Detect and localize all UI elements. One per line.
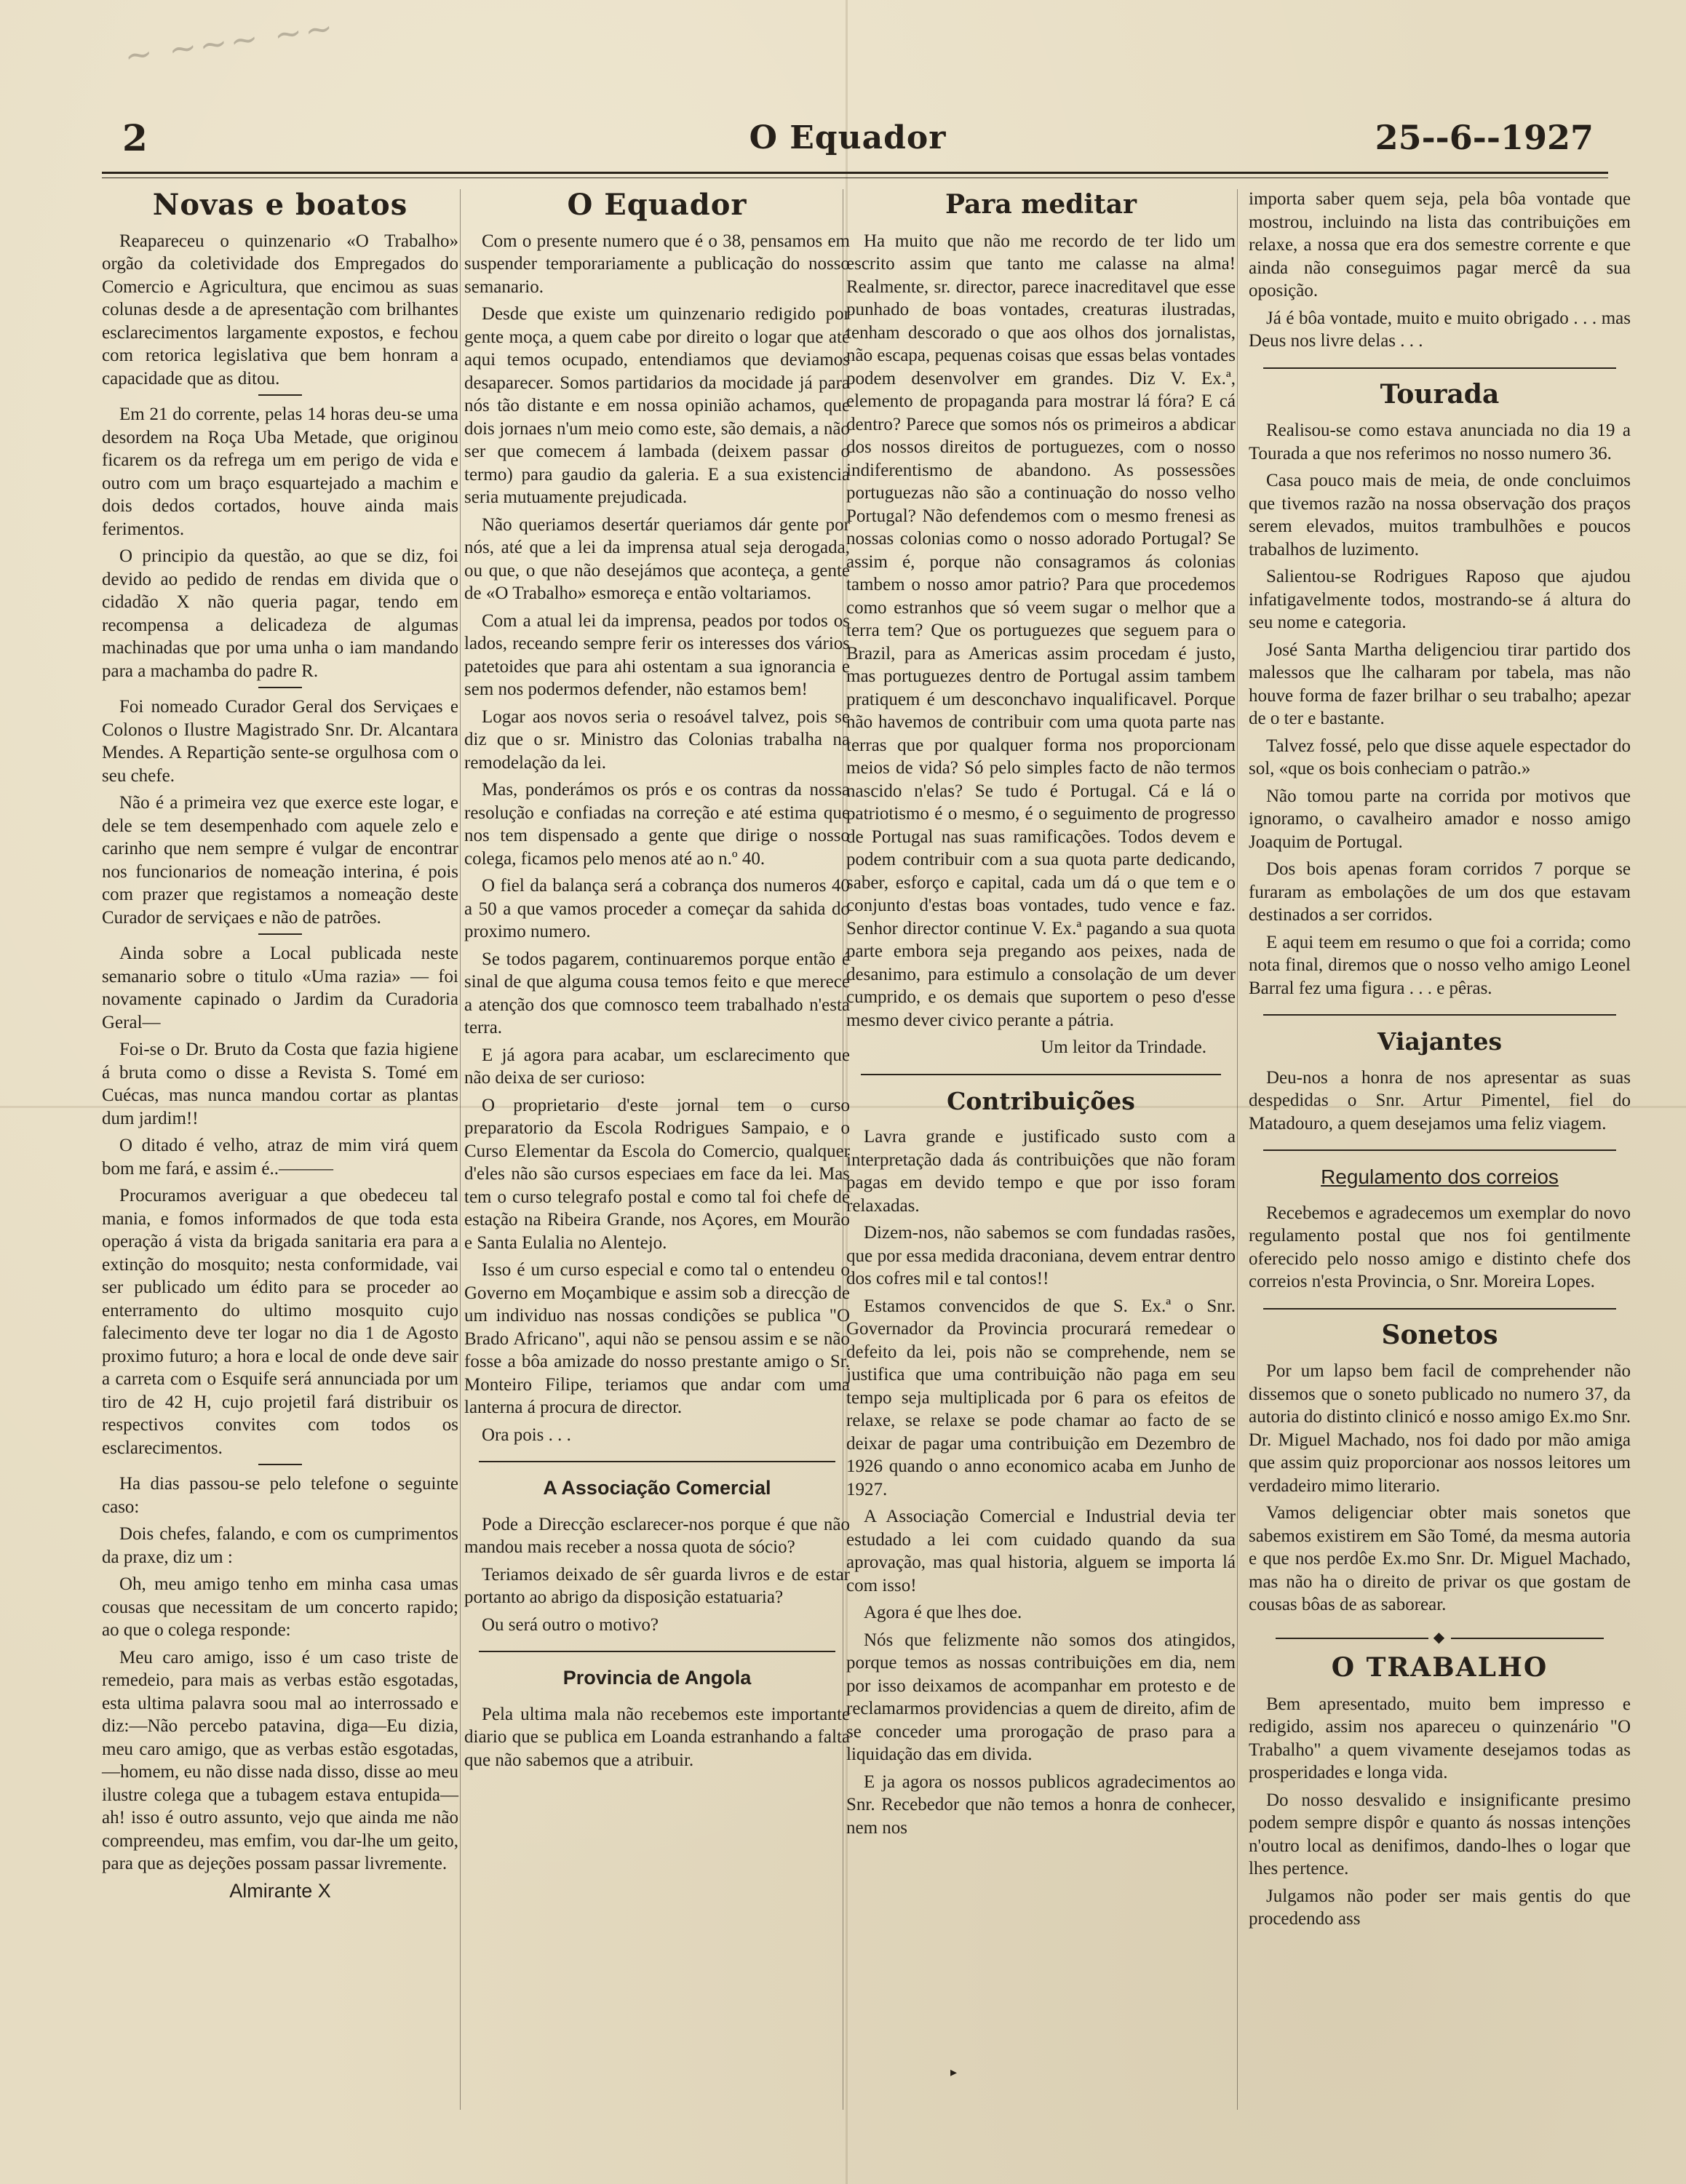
paragraph: Recebemos e agradecemos um exemplar do novo regulamento postal que nos foi gentilmente oferecido pelo nosso amigo e distinto chefe dos correios n'esta Provincia, o Snr. Moreira Lopes. <box>1249 1203 1631 1291</box>
masthead <box>102 116 1594 175</box>
section-rule <box>1263 1149 1616 1151</box>
section-rule <box>479 1461 835 1462</box>
page-number: 2 <box>122 116 148 159</box>
paragraph: Julgamos não poder ser mais gentis do que procedendo ass <box>1249 1886 1631 1929</box>
newspaper-title: O Equador <box>749 119 947 156</box>
paragraph: Foi nomeado Curador Geral dos Serviçaes e Colonos o Ilustre Magistrado Snr. Dr. Alcantara Mendes. A Repartição sente-se orgulhosa com o seu chefe. <box>102 697 458 786</box>
paragraph: O ditado é velho, atraz de mim virá quem bom me fará, e assim é..——— <box>102 1136 458 1179</box>
paragraph: Já é bôa vontade, muito e muito obrigado . . . mas Deus nos livre delas . . . <box>1249 308 1631 351</box>
paragraph: Desde que existe um quinzenario redigido por gente moça, a quem cabe por direito o logar que até aqui temos ocupado, entendiamos que deviamos desaparecer. Somos partidarios da mocidade já para nós tão distante e em nossa opinião achamos, que dois jornaes n'um meio como este, são demais, a não ser que comecem á lambada (deixem passar o termo) para gaudio da galeria. E a sua existencia seria mutuamente prejudicada. <box>464 304 850 507</box>
paragraph: Dos bois apenas foram corridos 7 porque se furaram as embolações de um dos que estavam destinados a ser corridos. <box>1249 859 1631 925</box>
paragraph: Isso é um curso especial e como tal o entendeu o Governo em Moçambique e assim sob a direcção de um individuo nas nossas condições se publica "O Brado Africano", aqui não se pensou assim e se não fosse a bôa amizade do nosso prestante amigo o Sr. Monteiro Filipe, teriamos que andar com uma lanterna á procura de director. <box>464 1260 850 1417</box>
column-1 <box>102 188 466 1907</box>
section-rule <box>1263 1308 1616 1310</box>
paragraph: Dois chefes, falando, e com os cumprimentos da praxe, diz um : <box>102 1524 458 1567</box>
paragraph: Mas, ponderámos os prós e os contras da nossa resolução e confiadas na correção e até estima que nos tem dispensado a gente que dirige o nosso colega, ficamos pelo menos até ao n.º 40. <box>464 780 850 869</box>
section-rule <box>861 1074 1221 1075</box>
paragraph: Talvez fossé, pelo que disse aquele espectador do sol, «que os bois conheciam o patrão.» <box>1249 736 1631 778</box>
article-heading-provincia-de-angola: Provincia de Angola <box>562 1667 752 1689</box>
paragraph: Ou será outro o motivo? <box>482 1614 659 1635</box>
paragraph: Teriamos deixado de sêr guarda livros e de estar portanto ao abrigo da disposição estatuaria? <box>464 1564 850 1607</box>
paragraph: Se todos pagarem, continuaremos porque então é sinal de que alguma cousa temos feito e que merece a atenção dos que comnosco teem trabalhado n'esta terra. <box>464 949 850 1037</box>
paragraph: Meu caro amigo, isso é um caso triste de remedeio, para mais as verbas estão esgotadas, esta ultima palavra soou mal ao interrossado e diz:—Não percebo patavina, diga—Eu dizia, meu caro amigo, que as verbas estão esgotadas,—homem, eu não disse nada disso, disse ao meu ilustre colega que a tubagem estava entupida—ah! isso é outro assunto, vejo que ainda me não compreendeu, mas emfim, vou dar-lhe um geito, para que as dejeções possam passar livremente. <box>102 1647 458 1873</box>
paragraph: E aqui teem em resumo o que foi a corrida; como nota final, diremos que o nosso velho amigo Leonel Barral fez uma figura . . . e pêras. <box>1249 932 1631 998</box>
separator <box>258 1464 302 1465</box>
separator <box>258 933 302 935</box>
paragraph: Não é a primeira vez que exerce este logar, e dele se tem desempenhado com aquele zelo e carinho que nem sempre é vulgar de encontrar nos funcionarios de nomeação interina, é pois com prazer que registamos a nomeação deste Curador de serviçaes e não de patrões. <box>102 793 458 928</box>
paragraph: Deu-nos a honra de nos apresentar as suas despedidas o Snr. Artur Pimentel, fiel do Matadouro, a quem desejamos uma feliz viagem. <box>1249 1067 1631 1133</box>
paragraph: Realisou-se como estava anunciada no dia 19 a Tourada a que nos referimos no nosso numero 36. <box>1249 421 1631 463</box>
paragraph: Vamos deligenciar obter mais sonetos que sabemos existirem em São Tomé, da mesma autoria e que nos perdôe Ex.mo Snr. Dr. Miguel Machado, mas não ha o direito de privar os que gostam de cousas bôas de as saborear. <box>1249 1503 1631 1614</box>
paragraph: Estamos convencidos de que S. Ex.ª o Snr. Governador da Provincia procurará remedear o defeito da lei, pois não se comprehende, nem se justifica que uma contribuição não paga em seu tempo seja multiplicada por 6 para os efeitos de relaxe, se relaxe se pode chamar ao facto de se deixar de pagar uma contribuição em Dezembro de 1926 quando o anno economico acaba em Junho de 1927. <box>846 1296 1236 1499</box>
paragraph: Dizem-nos, não sabemos se com fundadas rasões, que por essa medida draconiana, devem entrar dentro dos cofres mil e tal contos!! <box>846 1223 1236 1288</box>
separator <box>258 687 302 688</box>
article-heading-regulamento-dos-correios: Regulamento dos correios <box>1321 1165 1559 1188</box>
paragraph: E já agora para acabar, um esclarecimento que não deixa de ser curioso: <box>464 1045 850 1088</box>
paragraph: Por um lapso bem facil de comprehender não dissemos que o soneto publicado no numero 37, da autoria do distinto clinicó e nosso amigo Ex.mo Snr. Dr. Miguel Machado, nos foi dado por mão amiga que assim quiz proporcionar aos nossos leitores um verdadeiro mimo literario. <box>1249 1361 1631 1496</box>
bullet-mark: ▸ <box>950 2065 958 2080</box>
column-4 <box>1244 188 1631 1935</box>
article-heading-novas-e-boatos: Novas e boatos <box>152 188 408 222</box>
paragraph: Nós que felizmente não somos dos atingidos, porque temos as nossas contribuições em dia, nem por isso deixamos de acompanhar em protesto e de reclamarmos providencias a quem de direito, afim de se conceder uma prorogação de praso para a liquidação das em divida. <box>846 1630 1236 1764</box>
paragraph: Casa pouco mais de meia, de onde concluimos que tivemos razão na nossa observação dos praços serem elevados, muitos trambulhões e poucos trabalhos de luzimento. <box>1249 471 1631 559</box>
section-rule <box>479 1651 835 1652</box>
section-rule <box>1263 1014 1616 1016</box>
article-heading-tourada: Tourada <box>1380 378 1500 410</box>
article-heading-associacao-comercial: A Associação Comercial <box>543 1477 771 1499</box>
masthead-rule <box>102 172 1608 174</box>
paragraph: A Associação Comercial e Industrial devia ter estudado a lei com cuidado quando da sua aprovação, mas qual historia, alguem se importa lá com isso! <box>846 1507 1236 1595</box>
paragraph: Em 21 do corrente, pelas 14 horas deu-se uma desordem na Roça Uba Metade, que originou ficarem os da refrega um em perigo de vida e outro com um braço esquartejado a machim e dois dedos cortados, houve ainda mais ferimentos. <box>102 404 458 539</box>
signature: Almirante X <box>229 1879 331 1902</box>
article-heading-sonetos: Sonetos <box>1381 1319 1498 1350</box>
paragraph: O proprietario d'este jornal tem o curso preparatorio da Escola Rodrigues Sampaio, e o Curso Elementar da Escola do Comercio, qualquer d'eles não são cursos especiaes em face da lei. Mas tem o curso telegrafo postal e como tal foi chefe de estação na Ribeira Grande, nos Açores, em Mourão e Santa Eulalia no Alentejo. <box>464 1095 850 1253</box>
paragraph: Ora pois . . . <box>482 1424 571 1445</box>
paragraph: Com a atual lei da imprensa, peados por todos os lados, receando sempre ferir os interesses dos vários patetoides que para ahi ostentam a sua ignorancia e sem nos podermos defender, não estamos bem! <box>464 610 850 699</box>
article-heading-contribuicoes: Contribuições <box>947 1086 1135 1115</box>
paragraph: E ja agora os nossos publicos agradecimentos ao Snr. Recebedor que não temos a honra de conhecer, nem nos <box>846 1771 1236 1838</box>
section-rule <box>1263 367 1616 369</box>
column-3 <box>840 188 1241 1844</box>
paragraph: Ha dias passou-se pelo telefone o seguinte caso: <box>102 1474 458 1517</box>
paragraph: Pode a Direcção esclarecer-nos porque é que não mandou mais receber a nossa quota de sócio? <box>464 1514 850 1557</box>
paragraph: José Santa Martha deligenciou tirar partido dos malessos que lhe calharam por tabela, mas não houve forma de fazer brilhar o seu trabalho; apezar de o ter e bastante. <box>1249 639 1631 728</box>
paragraph: Ainda sobre a Local publicada neste semanario sobre o titulo «Uma razia» — foi novamente capinado o Jardim da Curadoria Geral— <box>102 944 458 1032</box>
paragraph: Procuramos averiguar a que obedeceu tal mania, e fomos informados de que toda esta operação á vista da brigada sanitaria era para a extinção do mosquito; nesta conformidade, vai ser publicado um édito para se proceder ao enterramento do ultimo mosquito cujo falecimento deve ter logar no dia 1 de Agosto proximo futuro; a hora e local de onde deve sair a carreta com o Esquife será annunciada por um tiro de 42 H, cujo projetil fará distribuir os respectivos convites com todos os esclarecimentos. <box>102 1186 458 1458</box>
column-2 <box>458 188 856 1776</box>
paragraph: Bem apresentado, muito bem impresso e redigido, assim nos apareceu o quinzenário "O Trabalho" a quem vivamente desejamos todas as prosperidades e longa vida. <box>1249 1694 1631 1782</box>
paragraph: Não queriamos desertár queriamos dár gente por nós, até que a lei da imprensa atual seja derogada, ou que, o que não desejámos que aconteça, a gente de «O Trabalho» esmoreça e então voltariamos. <box>464 514 850 603</box>
article-heading-o-equador: O Equador <box>567 188 747 222</box>
separator <box>258 394 302 396</box>
handwritten-scribble: ~ ~~~ ~~ <box>122 7 338 76</box>
article-heading-para-meditar: Para meditar <box>945 189 1137 220</box>
paragraph: Lavra grande e justificado susto com a interpretação dada ás contribuições que não foram pagas em devido tempo e que por isso foram relaxadas. <box>846 1127 1236 1216</box>
paragraph: Ha muito que não me recordo de ter lido um escrito assim que tanto me calasse na alma! Realmente, sr. director, parece inacreditavel que esse punhado de boas vontades, creaturas ilustradas, tenham descorado o que aos olhos dos jornalistas, não escapa, pequenas coisas que essas belas vontades podem desenvolver em grandes. Diz V. Ex.ª, elemento de propaganda para mostrar lá fóra? E cá dentro? Parece que somos nós os primeiros a abdicar dos nossos direitos de portuguezes, com o nosso indiferentismo de abandono. As possessões portuguezas não são a continuação do nosso velho Portugal? Não defendemos com o mesmo frenesi as nossas colonias como o nosso adorado Portugal? Se assim é, porque não consagramos ás colonias tambem o nosso amor patrio? Para que procedemos como estranhos que só veem sugar o melhor que a terra tem? Que os portuguezes que seguem para o Brazil, para as Americas assim procedam é justo, mas portuguezes dentro de Portugal assim tambem pratiquem é um desconchavo inqualificavel. Porque não havemos de contribuir com uma quota parte nas terras que por qualquer forma nos proporcionam meios de vida? Só pelo simples facto de não termos nascido n'elas? Se tudo é Portugal. Cá e lá o patriotismo é o mesmo, é o seguimento de progresso de Portugal nas suas ramificações. Todos devem e podem contribuir com a sua quota parte dedicando, saber, esforço e capital, cada um dá o que tem e o conjunto d'estas boas vontades, tudo vence e faz. Senhor director continue V. Ex.ª pagando a sua quota parte embora seja pregando aos peixes, nada de desanimo, para estimulo a consolação de um dever cumprido, e os demais que suportem o peso d'esse mesmo dever civico perante a pátria. <box>846 231 1236 1030</box>
paragraph: Com o presente numero que é o 38, pensamos em suspender temporariamente a publicação do nosso semanario. <box>464 231 850 297</box>
paragraph: O principio da questão, ao que se diz, foi devido ao pedido de rendas em divida que o cidadão X não queria pagar, tendo em recompensa a delicadeza de algumas machinadas que por uma unha o iam mandando para a machamba do padre R. <box>102 546 458 681</box>
paragraph: Agora é que lhes doe. <box>864 1603 1022 1622</box>
paragraph: Salientou-se Rodrigues Raposo que ajudou infatigavelmente todos, mostrando-se á altura do seu nome e categoria. <box>1249 567 1631 632</box>
article-heading-o-trabalho: O TRABALHO <box>1331 1652 1548 1683</box>
paragraph: Oh, meu amigo tenho em minha casa umas cousas que necessitam de um concerto rapido; ao que o colega responde: <box>102 1574 458 1640</box>
article-heading-viajantes: Viajantes <box>1377 1027 1503 1056</box>
ornamental-rule: ◆ <box>1249 1627 1631 1650</box>
paragraph: importa saber quem seja, pela bôa vontade que mostrou, incluindo na lista das contribuições em relaxe, a nossa que era dos semestre corrente e que ainda não conseguimos pagar mercê da sua oposição. <box>1249 189 1631 300</box>
paragraph: Pela ultima mala não recebemos este importante diario que se publica em Loanda estranhando a falta que não sabemos que a atribuir. <box>464 1704 850 1770</box>
paragraph: Do nosso desvalido e insignificante presimo podem sempre dispôr e quanto ás nossas intenções n'outro local as denifimos, dando-lhes o logar que lhes pertence. <box>1249 1790 1631 1878</box>
paragraph: Não tomou parte na corrida por motivos que ignoramo, o cavalheiro amador e nosso amigo Joaquim de Portugal. <box>1249 786 1631 852</box>
paragraph: Logar aos novos seria o resoável talvez, pois se diz que o sr. Ministro das Colonias trabalha na remodelação da lei. <box>464 706 850 773</box>
signature: Um leitor da Trindade. <box>1041 1037 1206 1057</box>
paragraph: Foi-se o Dr. Bruto da Costa que fazia higiene á bruta como o disse a Revista S. Tomé em Cuécas, mas nunca mandou cortar as plantas dum jardim!! <box>102 1040 458 1128</box>
paragraph: O fiel da balança será a cobrança dos numeros 40 a 50 a que vamos proceder a começar da sahida do proximo numero. <box>464 876 850 941</box>
paragraph: Reapareceu o quinzenario «O Trabalho» orgão da coletividade dos Empregados do Comercio e Agricultura, que encimou as suas colunas desde a de apresentação com brilhantes esclarecimentos largamente expostos, e fechou com retorica legislativa que bem honram a capacidade que as ditou. <box>102 231 458 388</box>
issue-date: 25--6--1927 <box>1375 118 1594 157</box>
